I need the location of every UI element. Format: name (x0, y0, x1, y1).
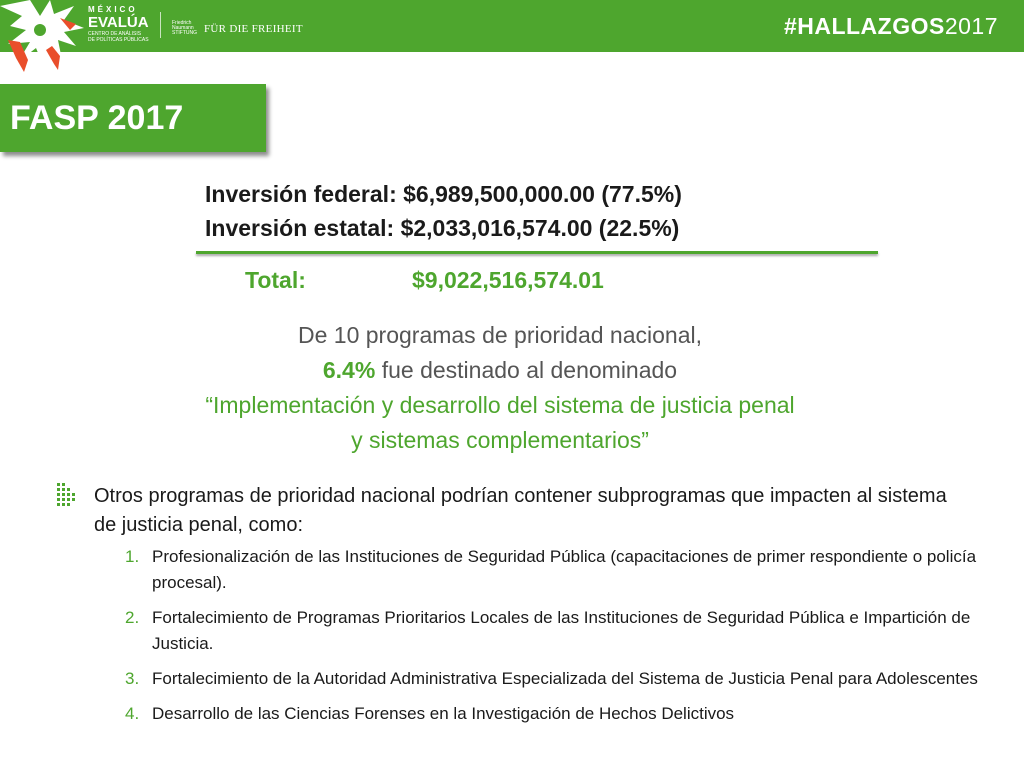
total-label: Total: (245, 267, 306, 293)
summary-line-1: De 10 programas de prioridad nacional, (297, 322, 703, 348)
dot-matrix-arrow-icon (57, 483, 79, 509)
list-item-number: 4. (125, 704, 140, 723)
list-item-number: 2. (125, 608, 140, 627)
mexico-evalua-logo-icon (0, 0, 86, 78)
summary-line-2-text: fue destinado al denominado (375, 357, 678, 383)
brand-name: EVALÚA (88, 14, 149, 31)
brand-subtitle-1: CENTRO DE ANÁLISIS (88, 31, 142, 37)
summary-line-4: y sistemas complementarios” (351, 427, 649, 453)
summary-line-2 (100, 353, 900, 388)
total-value: $9,022,516,574.01 (412, 267, 604, 293)
brand-country: MÉXICO (88, 5, 138, 14)
list-item (125, 605, 1005, 657)
hashtag-word: #HALLAZGOS (783, 13, 945, 39)
partner-small-text: Friedrich Naumann STIFTUNG (172, 20, 197, 36)
brand-block (88, 6, 149, 43)
slide-title: FASP 2017 (10, 99, 184, 137)
list-item-text: Desarrollo de las Ciencias Forenses en la Investigación de Hechos Delictivos (152, 704, 735, 723)
list-item (125, 701, 1005, 727)
bullet-text: Otros programas de prioridad nacional podrían contener subprogramas que impacten al sistema de justicia penal, como: (94, 485, 947, 536)
slide-title-badge (0, 84, 266, 152)
hashtag-title (784, 12, 998, 40)
list-item-text: Fortalecimiento de Programas Prioritarios Locales de las Instituciones de Seguridad Pública e Impartición de Justicia. (152, 608, 971, 653)
hashtag-year: 2017 (944, 13, 998, 39)
total-divider-line (196, 251, 878, 254)
list-item (125, 666, 1005, 692)
partner-logo (172, 21, 303, 36)
summary-line-3: “Implementación y desarrollo del sistema de justicia penal (205, 392, 795, 418)
list-item (125, 544, 1005, 596)
subprogram-list (125, 544, 1005, 727)
header-divider (160, 12, 161, 38)
brand-subtitle-2: DE POLÍTICAS PÚBLICAS (88, 37, 149, 43)
partner-name: FÜR DIE FREIHEIT (204, 22, 303, 35)
list-item-text: Profesionalización de las Instituciones de Seguridad Pública (capacitaciones de primer respondiente o policía procesal). (152, 547, 977, 592)
list-item-number: 3. (125, 669, 140, 688)
summary-percentage: 6.4% (322, 357, 376, 383)
state-investment: Inversión estatal: $2,033,016,574.00 (22.5%) (205, 215, 680, 241)
list-item-text: Fortalecimiento de la Autoridad Administrativa Especializada del Sistema de Justicia Penal para Adolescentes (152, 669, 978, 688)
list-item-number: 1. (125, 547, 140, 566)
federal-investment: Inversión federal: $6,989,500,000.00 (77.5%) (205, 181, 682, 207)
summary-block (100, 318, 900, 458)
